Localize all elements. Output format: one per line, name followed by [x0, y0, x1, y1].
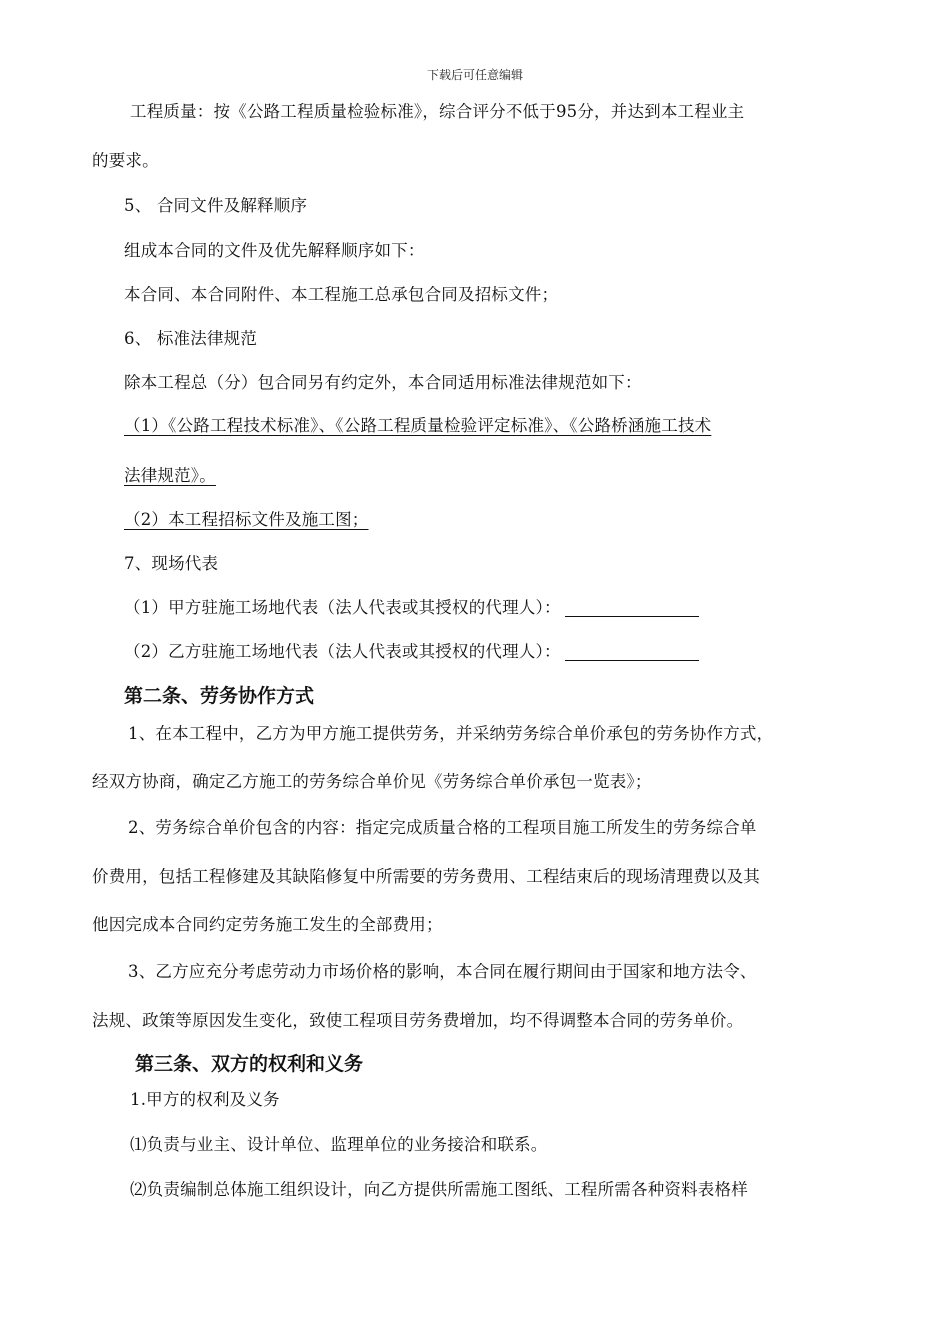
- text-line: 他因完成本合同约定劳务施工发生的全部费用；: [92, 915, 443, 934]
- text-line: ⑴负责与业主、设计单位、监理单位的业务接洽和联系。: [130, 1135, 548, 1154]
- page-header: 下载后可任意编辑: [426, 68, 523, 82]
- rep-line-a: [124, 597, 699, 619]
- underlined-line: （1）《公路工程技术标准》、《公路工程质量检验评定标准》、《公路桥涵施工技术: [124, 416, 712, 435]
- text-line: 经双方协商，确定乙方施工的劳务综合单价见《劳务综合单价承包一览表》；: [92, 772, 652, 791]
- article-heading-2: 第二条、劳务协作方式: [124, 685, 315, 707]
- rep-label-a: （1）甲方驻施工场地代表（法人代表或其授权的代理人）：: [124, 598, 561, 617]
- text-line: 本合同、本合同附件、本工程施工总承包合同及招标文件；: [124, 285, 559, 304]
- fill-in-blank-b[interactable]: [565, 643, 699, 661]
- underlined-line: 法律规范》。: [124, 466, 216, 485]
- text-line: 工程质量：按《公路工程质量检验标准》，综合评分不低于95分，并达到本工程业主: [130, 102, 745, 121]
- text-line: 组成本合同的文件及优先解释顺序如下：: [124, 241, 425, 260]
- rep-label-b: （2）乙方驻施工场地代表（法人代表或其授权的代理人）：: [124, 642, 561, 661]
- underlined-line: （2）本工程招标文件及施工图；: [124, 510, 369, 529]
- text-line: 3、乙方应充分考虑劳动力市场价格的影响，本合同在履行期间由于国家和地方法令、: [128, 962, 757, 981]
- text-line: 法规、政策等原因发生变化，致使工程项目劳务费增加，均不得调整本合同的劳务单价。: [92, 1011, 744, 1030]
- text-line: 价费用，包括工程修建及其缺陷修复中所需要的劳务费用、工程结束后的现场清理费以及其: [92, 867, 760, 886]
- article-heading-3: 第三条、双方的权利和义务: [135, 1053, 364, 1075]
- text-line: 1、在本工程中，乙方为甲方施工提供劳务，并采纳劳务综合单价承包的劳务协作方式，: [128, 724, 774, 743]
- text-line: 的要求。: [92, 151, 159, 170]
- text-line: ⑵负责编制总体施工组织设计，向乙方提供所需施工图纸、工程所需各种资料表格样: [130, 1180, 748, 1199]
- text-line: 1.甲方的权利及义务: [130, 1090, 280, 1109]
- section-item-7: 7、现场代表: [124, 554, 219, 573]
- rep-line-b: [124, 641, 699, 663]
- fill-in-blank-a[interactable]: [565, 599, 699, 617]
- section-item-6: 6、 标准法律规范: [124, 329, 258, 348]
- text-line: 2、劳务综合单价包含的内容：指定完成质量合格的工程项目施工所发生的劳务综合单: [128, 818, 757, 837]
- section-item-5: 5、 合同文件及解释顺序: [124, 196, 308, 215]
- text-line: 除本工程总（分）包合同另有约定外，本合同适用标准法律规范如下：: [124, 373, 642, 392]
